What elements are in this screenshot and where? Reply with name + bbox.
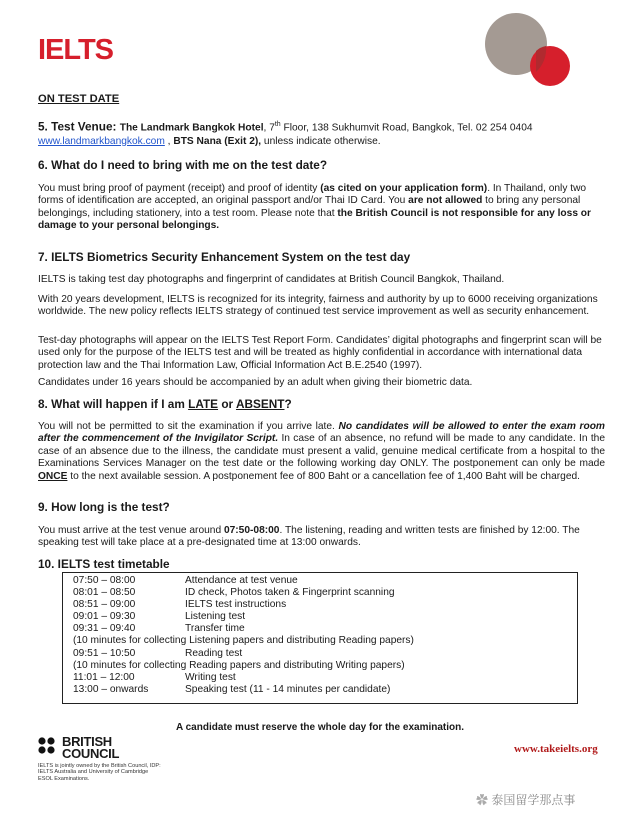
wechat-watermark: ✿ 泰国留学那点事 — [476, 793, 576, 807]
section-7-p3: Test-day photographs will appear on the IELTS Test Report Form. Candidates’ digital photographs and fingerprint scan will be used only for the purpose of the IELTS test and will be treated as highly confidential in accordance with international data protection law and the Thai Information Law, Official Information Act B.E.2540 (1997). — [38, 335, 602, 371]
british-council-logo-text: BRITISH COUNCIL — [62, 734, 120, 761]
timetable-note: (10 minutes for collecting Listening papers and distributing Reading papers) — [73, 635, 414, 647]
section-5: 5. Test Venue: The Landmark Bangkok Hotel, 7th Floor, 138 Sukhumvit Road, Bangkok, Tel. 02 254 0404 www.landmarkbangkok.com , BTS Nana (Exit 2), unless indicate otherwise. — [38, 119, 533, 147]
section-10-heading: 10. IELTS test timetable — [38, 557, 170, 571]
ownership-note: IELTS is jointly owned by the British Council, IDP: IELTS Australia and University of Cambridge ESOL Examinations. — [38, 763, 161, 782]
section-6-text: You must bring proof of payment (receipt) and proof of identity (as cited on your application form). In Thailand, only two forms of identification are accepted, an original passport and/or Thai ID Card. You are not allowed to bring any personal belongings, including stationery, into a test room. Please note that the British Council is not responsible for any loss or damage to your personal belongings. — [38, 183, 591, 232]
timetable-row: 09:01 – 09:30 Listening test — [73, 611, 246, 623]
footer-note: A candidate must reserve the whole day for the examination. — [175, 722, 465, 733]
timetable-box — [62, 572, 578, 704]
venue-link[interactable]: www.landmarkbangkok.com — [38, 135, 165, 147]
section-8-heading: 8. What will happen if I am LATE or ABSENT? — [38, 397, 292, 411]
timetable-row: 09:31 – 09:40 Transfer time — [73, 623, 245, 635]
section-7-p1: IELTS is taking test day photographs and fingerprint of candidates at British Council Bangkok, Thailand. — [38, 274, 505, 285]
timetable-row: 08:51 – 09:00 IELTS test instructions — [73, 599, 287, 611]
section-6-heading: 6. What do I need to bring with me on the test date? — [38, 158, 328, 172]
section-7-heading: 7. IELTS Biometrics Security Enhancement System on the test day — [38, 250, 411, 264]
section-9-heading: 9. How long is the test? — [38, 500, 170, 514]
section-7-p4: Candidates under 16 years should be accompanied by an adult when giving their biometric data. — [38, 377, 473, 388]
wechat-icon: ✿ — [476, 793, 489, 807]
s5-label: 5. Test Venue: — [38, 119, 120, 134]
ielts-logo: IELTS — [38, 34, 114, 66]
page-heading: ON TEST DATE — [38, 93, 120, 105]
decorative-circles — [484, 12, 576, 92]
website-link[interactable]: www.takeielts.org — [514, 743, 598, 755]
timetable-note: (10 minutes for collecting Reading papers and distributing Writing papers) — [73, 659, 405, 671]
section-9-text: You must arrive at the test venue around 07:50-08:00. The listening, reading and written tests are finished by 12:00. The speaking test will take place at a pre-designated time at 13:00 onwards. — [38, 525, 580, 549]
s5-venue: The Landmark Bangkok Hotel — [119, 122, 264, 134]
section-7-p2: With 20 years development, IELTS is recognized for its integrity, fairness and authority by up to 6000 receiving organizations worldwide. The new policy reflects IELTS strategy of continued test service improvement as well as security enhancement. — [38, 294, 598, 318]
timetable-row: 11:01 – 12:00 Writing test — [73, 671, 236, 683]
section-8-text: You will not be permitted to sit the examination if you arrive late. No candidates will be allowed to enter the exam room after the commencement of the Invigilator Script. In case of an absence, no refund will be made to any candidate. In the case of an absence due to the illness, the candidate must present a valid, genuine medical certificate from a hospital to the Examinations Services Manager on the test date or the following working day ONLY. The postponement can only be made ONCE to the next available session. A postponement fee of 800 Baht or a cancellation fee of 1,400 Baht will be charged. — [38, 421, 605, 482]
timetable-row: 08:01 – 08:50 ID check, Photos taken & Fingerprint scanning — [73, 587, 395, 599]
timetable-row: 07:50 – 08:00 Attendance at test venue — [73, 575, 298, 586]
british-council-dots-icon — [38, 737, 58, 759]
timetable-row: 13:00 – onwards Speaking test (11 - 14 minutes per candidate) — [73, 683, 391, 695]
bts-info: BTS Nana (Exit 2), — [173, 135, 262, 147]
timetable-row: 09:51 – 10:50 Reading test — [73, 647, 243, 659]
